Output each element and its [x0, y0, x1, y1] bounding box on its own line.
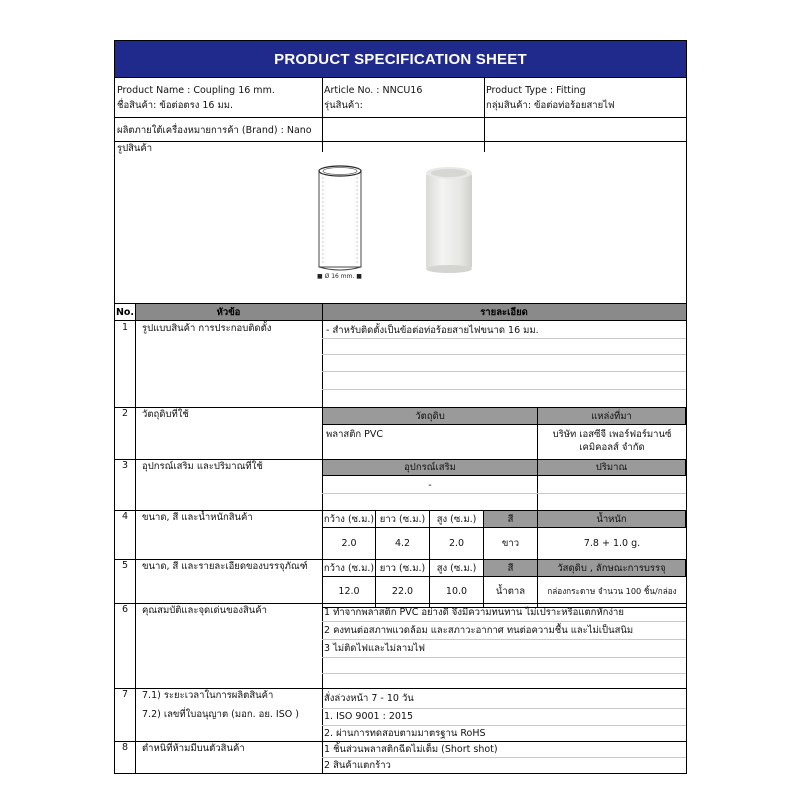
sheet-title: PRODUCT SPECIFICATION SHEET — [115, 41, 686, 77]
row-5-color: น้ำตาล — [483, 576, 538, 608]
gridline — [322, 708, 686, 709]
gridline — [322, 621, 686, 622]
model-th: รุ่นสินค้า: — [324, 100, 363, 111]
row-4-length: 4.2 — [375, 527, 430, 560]
row-2-material: พลาสติก PVC — [326, 429, 384, 440]
row-2-header-material: วัตถุดิบ — [322, 407, 538, 425]
row-2-source-2: เคมิคอลส์ จำกัด — [579, 442, 645, 453]
row-2-no: 2 — [122, 408, 129, 419]
divider — [115, 141, 686, 142]
article-no: Article No. : NNCU16 — [324, 85, 423, 96]
row-8-defect-2: 2 สินค้าแตกร้าว — [324, 760, 391, 771]
row-5-topic: ขนาด, สี และรายละเอียดของบรรจุภัณฑ์ — [142, 561, 308, 572]
gridline — [322, 725, 686, 726]
divider — [115, 320, 686, 321]
row-5-header-packing: วัสดุดิบ , ลักษณะการบรรจุ — [537, 559, 686, 577]
row-4-weight: 7.8 + 1.0 g. — [537, 527, 686, 560]
col-header-no: No. — [115, 304, 135, 320]
gridline — [322, 639, 686, 640]
row-2-topic: วัตถุดิบที่ใช้ — [142, 409, 189, 420]
row-5-header-width: กว้าง (ซ.ม.) — [322, 559, 376, 577]
gridline — [322, 371, 686, 372]
row-3-topic: อุปกรณ์เสริม และปริมาณที่ใช้ — [142, 461, 263, 472]
row-3-header-accessory: อุปกรณ์เสริม — [322, 459, 538, 476]
row-6-feature-1: 1 ทำจากพลาสติก PVC อย่างดี จึงมีความทนทาน ไม่เปราะหรือแตกหักง่าย — [324, 607, 624, 618]
row-6-feature-3: 3 ไม่ติดไฟและไม่ลามไฟ — [324, 643, 425, 654]
row-4-no: 4 — [122, 511, 129, 522]
row-3-no: 3 — [122, 460, 129, 471]
row-8-no: 8 — [122, 742, 129, 753]
row-4-header-width: กว้าง (ซ.ม.) — [322, 510, 376, 528]
row-6-feature-2: 2 คงทนต่อสภาพแวดล้อม และสภาวะอากาศ ทนต่อความชื้น และไม่เป็นสนิม — [324, 625, 634, 636]
gridline — [322, 389, 686, 390]
row-4-header-color: สี — [483, 510, 538, 528]
row-5-no: 5 — [122, 560, 129, 571]
gridline — [322, 493, 686, 494]
row-8-topic: ตำหนิที่ห้ามมีบนตัวสินค้า — [142, 743, 245, 754]
row-5-header-length: ยาว (ซ.ม.) — [375, 559, 430, 577]
image-label: รูปสินค้า — [117, 143, 153, 154]
divider — [115, 741, 686, 742]
gridline — [322, 757, 686, 758]
row-4-width: 2.0 — [322, 527, 376, 560]
row-1-no: 1 — [122, 322, 129, 333]
row-4-header-length: ยาว (ซ.ม.) — [375, 510, 430, 528]
row-3-value: - — [428, 480, 432, 491]
row-5-width: 12.0 — [322, 576, 376, 608]
row-4-header-weight: น้ำหนัก — [537, 510, 686, 528]
row-5-header-height: สูง (ซ.ม.) — [429, 559, 484, 577]
row-4-header-height: สูง (ซ.ม.) — [429, 510, 484, 528]
row-3-header-quantity: ปริมาณ — [537, 459, 686, 476]
divider — [322, 77, 323, 117]
product-name-th: ชื่อสินค้า: ข้อต่อตรง 16 มม. — [117, 100, 234, 111]
brand: ผลิตภายใต้เครื่องหมายการค้า (Brand) : Nano — [117, 125, 312, 136]
row-8-defect-1: 1 ชิ้นส่วนพลาสติกฉีดไม่เต็ม (Short shot) — [324, 744, 498, 755]
product-images — [305, 159, 495, 284]
row-7-rohs: 2. ผ่านการทดสอบตามมาตรฐาน RoHS — [324, 728, 486, 739]
row-7-iso: 1. ISO 9001 : 2015 — [324, 711, 414, 722]
row-7-lead-time: สั่งล่วงหน้า 7 - 10 วัน — [324, 693, 414, 704]
col-header-topic: หัวข้อ — [135, 304, 322, 320]
row-7-topic-2: 7.2) เลขที่ใบอนุญาต (มอก. อย. ISO ) — [142, 709, 299, 720]
row-5-length: 22.0 — [375, 576, 430, 608]
product-type: Product Type : Fitting — [486, 85, 586, 96]
gridline — [322, 657, 686, 658]
coupling-photo — [426, 167, 472, 273]
col-header-detail: รายละเอียด — [322, 304, 686, 320]
divider — [135, 303, 136, 774]
divider — [115, 688, 686, 689]
gridline — [322, 673, 686, 674]
row-2-source-1: บริษัท เอสซีจี เพอร์ฟอร์มานซ์ — [552, 429, 672, 440]
row-2-header-source: แหล่งที่มา — [537, 407, 686, 425]
spec-sheet — [114, 40, 687, 774]
group-th: กลุ่มสินค้า: ข้อต่อท่อร้อยสายไฟ — [486, 100, 615, 111]
row-1-detail: - สำหรับติดตั้งเป็นข้อต่อท่อร้อยสายไฟขนาด 16 มม. — [326, 325, 539, 336]
dimension-label: ■ Ø 16 mm. ■ — [317, 273, 362, 280]
gridline — [322, 338, 686, 339]
row-1-topic: รูปแบบสินค้า การประกอบติดตั้ง — [142, 323, 272, 334]
row-4-height: 2.0 — [429, 527, 484, 560]
row-5-height: 10.0 — [429, 576, 484, 608]
divider — [115, 117, 686, 118]
row-5-packing: กล่องกระดาษ จำนวน 100 ชิ้น/กล่อง — [537, 576, 686, 608]
row-7-no: 7 — [122, 689, 129, 700]
row-7-topic-1: 7.1) ระยะเวลาในการผลิตสินค้า — [142, 690, 274, 701]
coupling-drawing — [319, 166, 361, 270]
row-4-topic: ขนาด, สี และน้ำหนักสินค้า — [142, 512, 253, 523]
row-5-header-color: สี — [483, 559, 538, 577]
row-6-topic: คุณสมบัติและจุดเด่นของสินค้า — [142, 605, 267, 616]
row-4-color: ขาว — [483, 527, 538, 560]
row-6-no: 6 — [122, 604, 129, 615]
divider — [115, 603, 686, 604]
gridline — [322, 354, 686, 355]
divider — [115, 77, 686, 78]
product-name: Product Name : Coupling 16 mm. — [117, 85, 275, 96]
